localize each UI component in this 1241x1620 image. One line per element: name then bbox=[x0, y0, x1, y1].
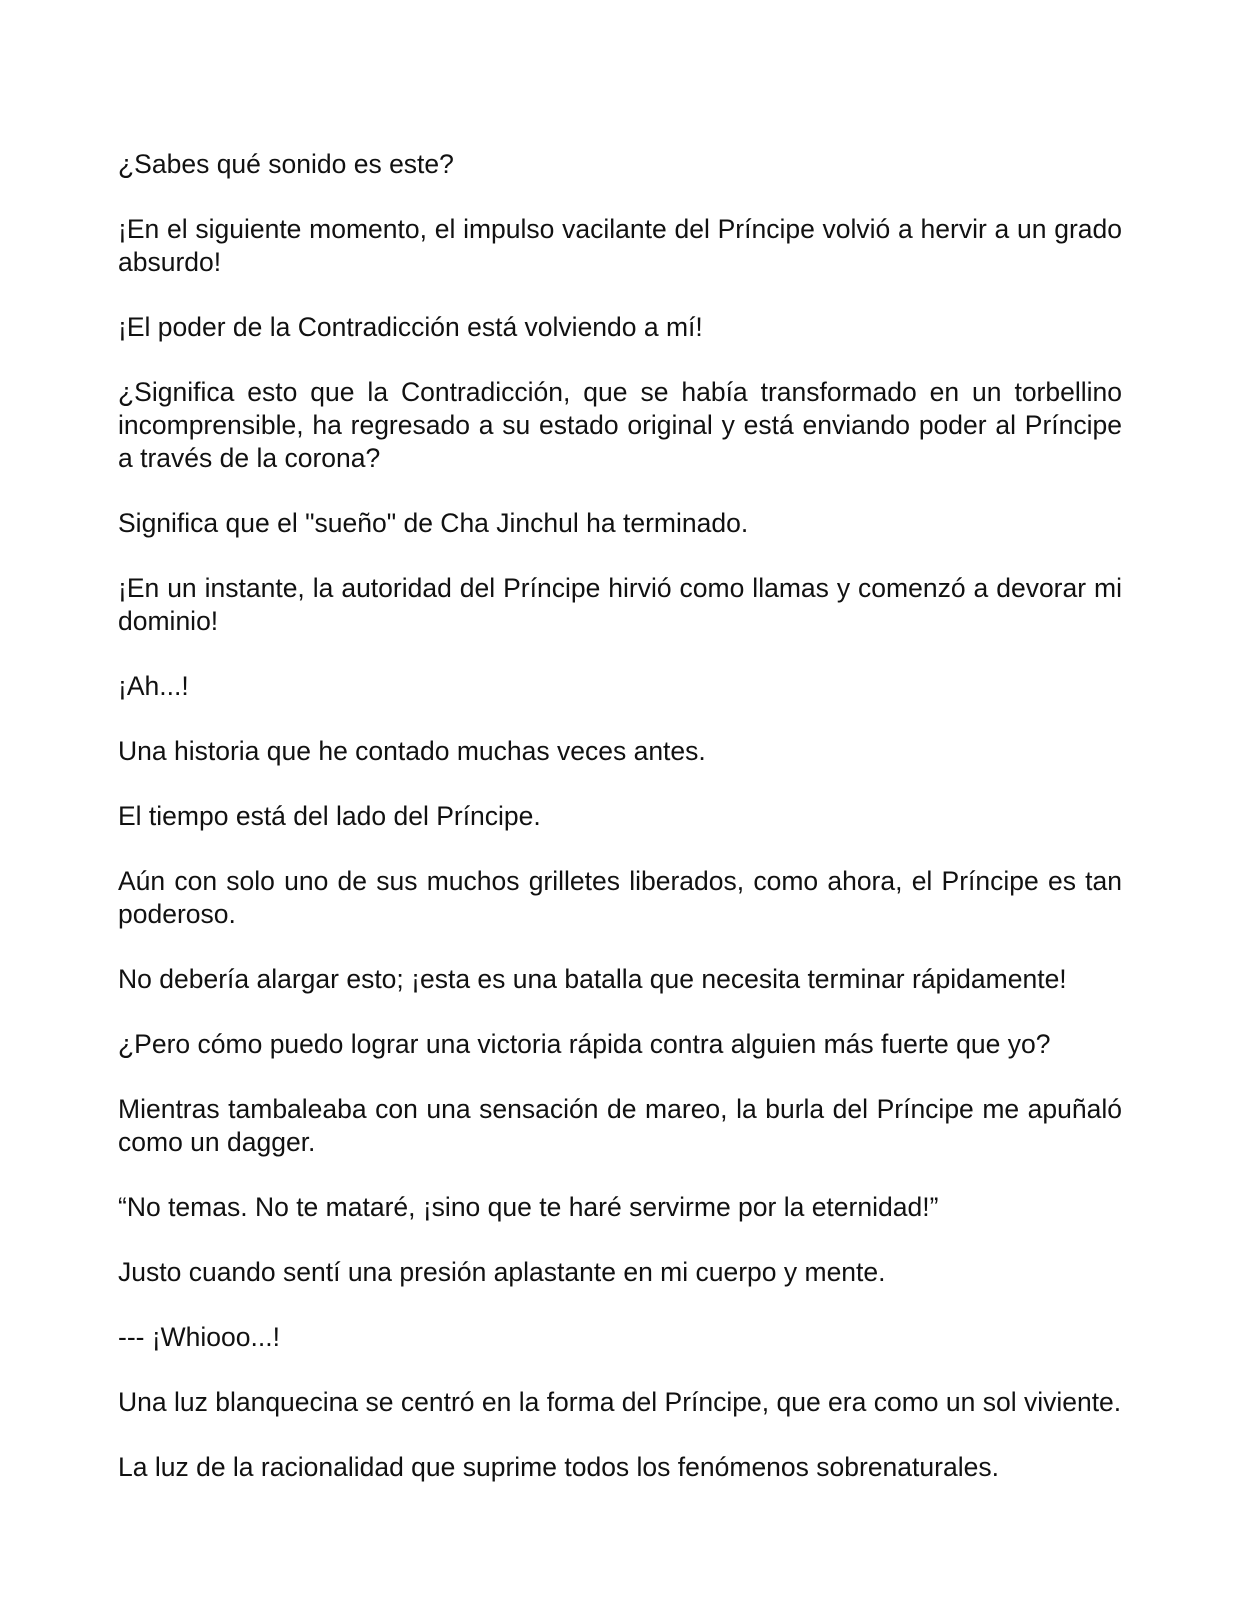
paragraph-12: ¿Pero cómo puedo lograr una victoria rápida contra alguien más fuerte que yo? bbox=[118, 1029, 1051, 1059]
paragraph-10: Aún con solo uno de sus muchos grilletes liberados, como ahora, el Príncipe es tan poderoso. bbox=[118, 866, 1122, 929]
paragraph-9: El tiempo está del lado del Príncipe. bbox=[118, 801, 541, 831]
body-text bbox=[118, 148, 1122, 1516]
paragraph-5: Significa que el "sueño" de Cha Jinchul ha terminado. bbox=[118, 508, 749, 538]
paragraph-7: ¡Ah...! bbox=[118, 671, 189, 701]
paragraph-8: Una historia que he contado muchas veces antes. bbox=[118, 736, 706, 766]
paragraph-3: ¡El poder de la Contradicción está volviendo a mí! bbox=[118, 312, 703, 342]
paragraph-16: --- ¡Whiooo...! bbox=[118, 1322, 280, 1352]
paragraph-15: Justo cuando sentí una presión aplastante en mi cuerpo y mente. bbox=[118, 1257, 886, 1287]
paragraph-13: Mientras tambaleaba con una sensación de mareo, la burla del Príncipe me apuñaló como un dagger. bbox=[118, 1094, 1122, 1157]
paragraph-4: ¿Significa esto que la Contradicción, que se había transformado en un torbellino incomprensible, ha regresado a su estado original y está enviando poder al Príncipe a través de la corona? bbox=[118, 377, 1122, 473]
paragraph-1: ¿Sabes qué sonido es este? bbox=[118, 149, 454, 179]
paragraph-17: Una luz blanquecina se centró en la forma del Príncipe, que era como un sol viviente. bbox=[118, 1387, 1122, 1417]
paragraph-11: No debería alargar esto; ¡esta es una batalla que necesita terminar rápidamente! bbox=[118, 964, 1067, 994]
paragraph-6: ¡En un instante, la autoridad del Príncipe hirvió como llamas y comenzó a devorar mi dominio! bbox=[118, 573, 1122, 636]
paragraph-2: ¡En el siguiente momento, el impulso vacilante del Príncipe volvió a hervir a un grado absurdo! bbox=[118, 214, 1122, 277]
paragraph-14: “No temas. No te mataré, ¡sino que te haré servirme por la eternidad!” bbox=[118, 1192, 939, 1222]
paragraph-18: La luz de la racionalidad que suprime todos los fenómenos sobrenaturales. bbox=[118, 1452, 999, 1482]
